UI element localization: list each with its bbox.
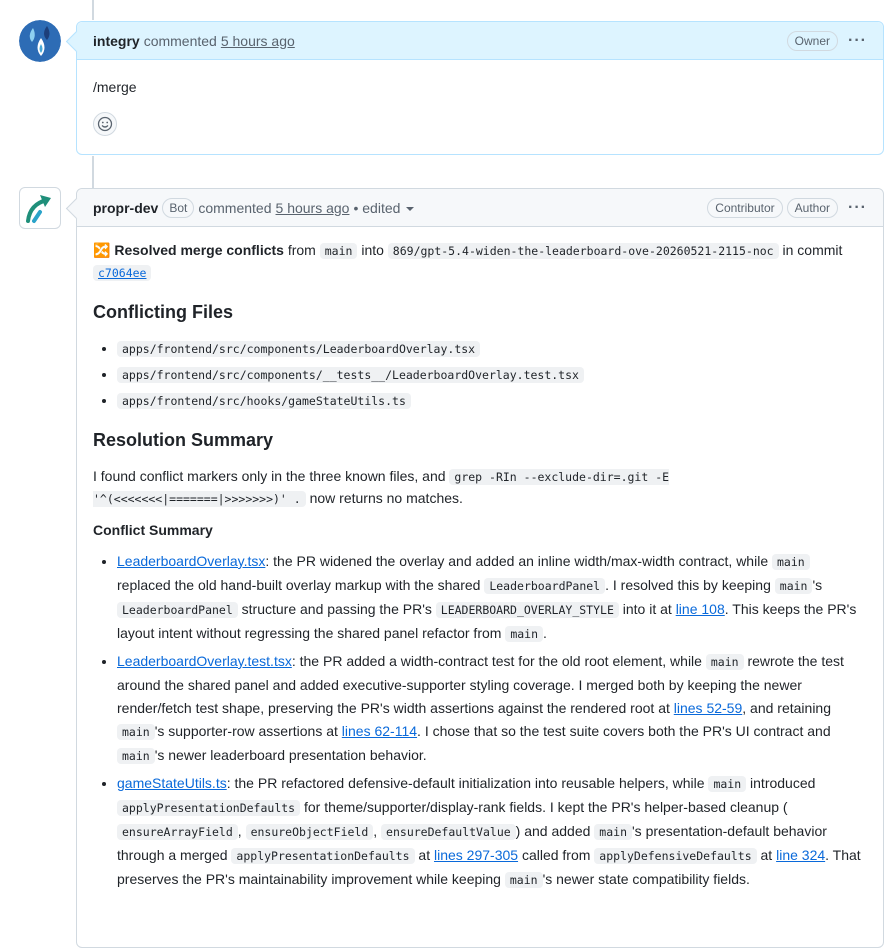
item-text: . xyxy=(543,624,547,641)
item-text: , xyxy=(373,822,378,839)
list-item xyxy=(117,550,867,646)
list-item xyxy=(117,363,867,385)
add-reaction-button[interactable] xyxy=(93,112,117,136)
commit-sha: c7064ee xyxy=(93,265,151,281)
kebab-icon[interactable]: ··· xyxy=(848,198,867,216)
item-text: . That preserves the PR's maintainability improvement while keeping xyxy=(117,846,861,887)
kebab-icon[interactable]: ··· xyxy=(848,31,867,49)
merge-icon: 🔀 xyxy=(93,242,111,258)
target-branch: 869/gpt-5.4-widen-the-leaderboard-ove-20260521-2115-noc xyxy=(388,243,779,259)
item-text: called from xyxy=(521,846,591,863)
file-path: apps/frontend/src/hooks/gameStateUtils.ts xyxy=(117,393,411,409)
item-text: . I resolved this by keeping xyxy=(605,576,771,593)
file-path: apps/frontend/src/components/LeaderboardOverlay.tsx xyxy=(117,341,480,357)
item-text: structure and passing the PR's xyxy=(241,600,432,617)
comment-action: commented xyxy=(198,199,272,216)
edited-label: • edited xyxy=(353,199,401,216)
inline-code: main xyxy=(117,724,155,740)
inline-code: LeaderboardPanel xyxy=(117,602,238,618)
line-link[interactable]: line 324 xyxy=(776,846,826,863)
item-text: introduced xyxy=(750,774,816,791)
line-link[interactable]: lines 62-114 xyxy=(341,722,418,739)
edited-dropdown[interactable] xyxy=(353,200,414,216)
item-text: , and retaining xyxy=(742,699,831,716)
comment-integry xyxy=(76,21,884,155)
commit-link[interactable] xyxy=(93,264,151,280)
list-item xyxy=(117,772,867,892)
conflict-summary-heading: Conflict Summary xyxy=(93,522,213,539)
intro-title: Resolved merge conflicts xyxy=(114,242,284,258)
resolution-text-part: I found conflict markers only in the three known files, and xyxy=(93,467,446,484)
file-link[interactable]: gameStateUtils.ts xyxy=(117,774,227,791)
inline-code: ensureArrayField xyxy=(117,824,238,840)
item-text: rewrote the test around the shared panel and added executive-supporter styling coverage. I merged both by keeping the newer render/fetch test shape, preserving the PR's width assertions against the rendered root at xyxy=(117,652,844,716)
file-path: apps/frontend/src/components/__tests__/LeaderboardOverlay.test.tsx xyxy=(117,367,584,383)
line-link[interactable]: lines 297-305 xyxy=(433,846,519,863)
intro-text: into xyxy=(361,242,384,258)
conflict-summary-list xyxy=(93,550,867,892)
resolution-text xyxy=(93,465,867,510)
comment-timestamp[interactable]: 5 hours ago xyxy=(275,199,350,216)
item-text: 's newer leaderboard presentation behavior. xyxy=(154,746,427,763)
inline-code: main xyxy=(708,776,746,792)
item-text: : the PR added a width-contract test for the old root element, while xyxy=(291,652,702,669)
inline-code: main xyxy=(505,626,543,642)
item-text: : the PR widened the overlay and added an inline width/max-width contract, while xyxy=(265,552,769,569)
resolution-text-part: now returns no matches. xyxy=(309,489,463,506)
line-link[interactable]: line 108 xyxy=(675,600,725,617)
item-text: 's xyxy=(812,576,823,593)
inline-code: ensureDefaultValue xyxy=(381,824,516,840)
inline-code: main xyxy=(594,824,632,840)
item-text: : the PR refactored defensive-default initialization into reusable helpers, while xyxy=(226,774,705,791)
source-branch: main xyxy=(320,243,358,259)
comment-propr-dev xyxy=(76,188,884,948)
item-text: 's newer state compatibility fields. xyxy=(542,870,750,887)
inline-code: LeaderboardPanel xyxy=(484,578,605,594)
comment-timestamp[interactable]: 5 hours ago xyxy=(220,32,295,49)
list-item xyxy=(117,650,867,768)
item-text: replaced the old hand-built overlay markup with the shared xyxy=(117,576,481,593)
comment-text: /merge xyxy=(93,79,137,95)
item-text: at xyxy=(418,846,431,863)
inline-code: LEADERBOARD_OVERLAY_STYLE xyxy=(436,602,619,618)
item-text: at xyxy=(760,846,773,863)
comment-header xyxy=(77,22,883,60)
file-link[interactable]: LeaderboardOverlay.test.tsx xyxy=(117,652,292,669)
item-text: into it at xyxy=(622,600,672,617)
item-text: , xyxy=(237,822,242,839)
item-text: 's presentation-default behavior through a merged xyxy=(117,822,827,863)
author-badge: Author xyxy=(787,198,838,218)
item-text: . This keeps the PR's layout intent without regressing the shared panel refactor from xyxy=(117,600,857,641)
inline-code: applyPresentationDefaults xyxy=(117,800,300,816)
conflicting-files-list xyxy=(93,337,867,412)
contributor-badge: Contributor xyxy=(707,198,782,218)
inline-code: main xyxy=(706,654,744,670)
item-text: 's supporter-row assertions at xyxy=(154,722,338,739)
inline-code: main xyxy=(117,748,155,764)
inline-code: ensureObjectField xyxy=(246,824,374,840)
owner-badge: Owner xyxy=(787,31,838,51)
comment-author[interactable]: propr-dev xyxy=(93,199,159,216)
intro-text: from xyxy=(287,242,316,258)
merge-intro xyxy=(93,239,867,284)
resolution-summary-heading: Resolution Summary xyxy=(93,429,274,450)
inline-code: main xyxy=(775,578,813,594)
inline-code: applyPresentationDefaults xyxy=(231,848,414,864)
comment-author[interactable]: integry xyxy=(93,32,140,49)
grep-command: grep -RIn --exclude-dir=.git -E '^(<<<<<<<|=======|>>>>>>>)' . xyxy=(93,469,670,506)
comment-header xyxy=(77,189,883,227)
avatar-integry[interactable] xyxy=(19,20,61,62)
inline-code: main xyxy=(505,872,543,888)
item-text: for theme/supporter/display-rank fields. I kept the PR's helper-based cleanup ( xyxy=(303,798,788,815)
comment-body xyxy=(77,60,883,155)
comment-action: commented xyxy=(143,32,217,49)
inline-code: applyDefensiveDefaults xyxy=(594,848,756,864)
timeline-line xyxy=(92,0,94,20)
avatar-propr-dev[interactable] xyxy=(19,187,61,229)
smiley-icon xyxy=(97,116,113,132)
list-item xyxy=(117,389,867,411)
conflicting-files-heading: Conflicting Files xyxy=(93,301,234,322)
list-item xyxy=(117,337,867,359)
comment-body xyxy=(77,227,883,916)
item-text: . I chose that so the test suite covers both the PR's UI contract and xyxy=(417,722,831,739)
timeline-line xyxy=(92,156,94,188)
caret-down-icon xyxy=(406,207,414,211)
intro-text: in commit xyxy=(782,242,843,258)
item-text: ) and added xyxy=(515,822,591,839)
inline-code: main xyxy=(772,554,810,570)
bot-badge: Bot xyxy=(162,198,194,218)
line-link[interactable]: lines 52-59 xyxy=(673,699,743,716)
file-link[interactable]: LeaderboardOverlay.tsx xyxy=(117,552,266,569)
